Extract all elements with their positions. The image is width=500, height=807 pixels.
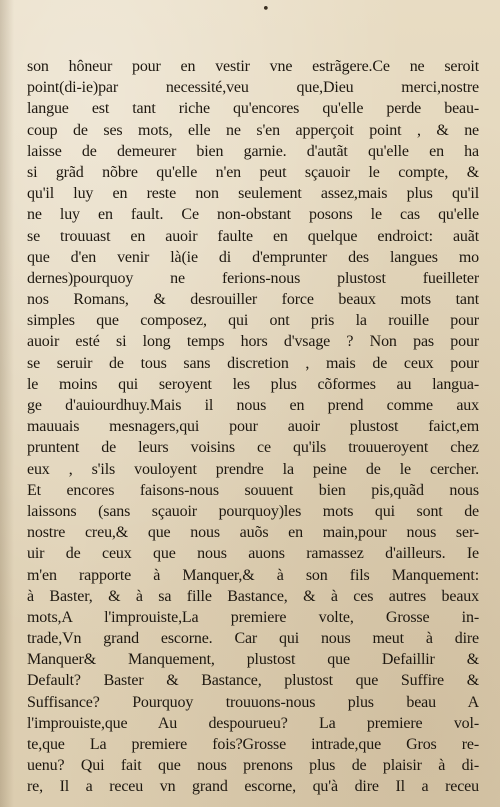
text-line: te,que La premiere fois?Grosse intrade,que Gros re-	[27, 736, 479, 753]
text-line: mots,A l'improuiste,La premiere volte, Grosse in-	[27, 608, 479, 626]
text-line: mauuais mesnagers,qui pour auoir plustost faict,em	[27, 418, 479, 436]
printer-mark: •	[262, 2, 270, 17]
text-line: auoir esté si long temps hors d'vsage ? Non pas pour	[27, 333, 479, 351]
text-line: coup de ses mots, elle ne s'en apperçoit point , & ne	[27, 121, 479, 139]
text-line: le moins qui seroyent les plus cõformes au langua-	[27, 375, 479, 393]
text-line: se trouuast en auoir faulte en quelque endroict: auãt	[27, 227, 479, 245]
text-line: point(di-ie)par necessité,veu que,Dieu merci,nostre	[27, 79, 479, 97]
text-line: laisse de demeurer bien garnie. d'autãt qu'elle en ha	[27, 142, 479, 160]
text-line: nos Romans, & desrouiller force beaux mots tant	[27, 291, 479, 309]
text-line: pruntent de leurs voisins ce qu'ils trouueroyent chez	[27, 439, 479, 457]
text-line: uenu? Qui fait que nous prenons plus de plaisir à di-	[27, 757, 479, 775]
text-line: se seruir de tous sans discretion , mais de ceux pour	[27, 354, 479, 372]
text-line: dernes)pourquoy ne ferions-nous plustost fueilleter	[27, 269, 479, 287]
text-line: si grãd nõbre qu'elle n'en peut sçauoir le compte, &	[27, 163, 479, 181]
text-line: que d'en venir là(ie di d'emprunter des langues mo	[27, 248, 479, 266]
text-line: ne luy en fault. Ce non-obstant posons le cas qu'elle	[27, 206, 479, 224]
text-line: nostre creu,& que nous auõs en main,pour nous ser-	[27, 524, 479, 542]
text-line: trade,Vn grand escorne. Car qui nous meut à dire	[27, 630, 479, 648]
text-line: m'en rapporte à Manquer,& à son fils Manquement:	[27, 566, 479, 584]
text-line: simples que composez, qui ont pris la rouille pour	[27, 312, 479, 330]
text-line: son hôneur pour en vestir vne estrãgere.Ce ne seroit	[27, 58, 479, 75]
text-line: eux , s'ils vouloyent prendre la peine de le cercher.	[27, 460, 479, 478]
text-line: langue est tant riche qu'encores qu'elle perde beau-	[27, 100, 479, 118]
text-line: Manquer& Manquement, plustost que Defaillir &	[27, 651, 479, 669]
text-line: qu'il luy en reste non seulement assez,mais plus qu'il	[27, 185, 479, 203]
text-line: ge d'auiourdhuy.Mais il nous en prend comme aux	[27, 397, 479, 414]
page-text	[27, 56, 479, 798]
text-line: l'improuiste,que Au despourueu? La premiere vol-	[27, 714, 479, 732]
text-line: Default? Baster & Bastance, plustost que Suffire &	[27, 672, 479, 690]
text-line: Et encores faisons-nous souuent bien pis,quãd nous	[27, 481, 479, 499]
text-line: uir de ceux que nous auons ramassez d'ailleurs. Ie	[27, 545, 479, 563]
text-line: à Baster, & à sa fille Bastance, & à ces autres beaux	[27, 587, 479, 605]
text-line: re, Il a receu vn grand escorne, qu'à dire Il a receu	[27, 778, 479, 796]
text-line: laissons (sans sçauoir pourquoy)les mots qui sont de	[27, 502, 479, 520]
text-line: Suffisance? Pourquoy trouuons-nous plus beau A	[27, 693, 479, 711]
page-gutter-shadow	[0, 0, 14, 807]
